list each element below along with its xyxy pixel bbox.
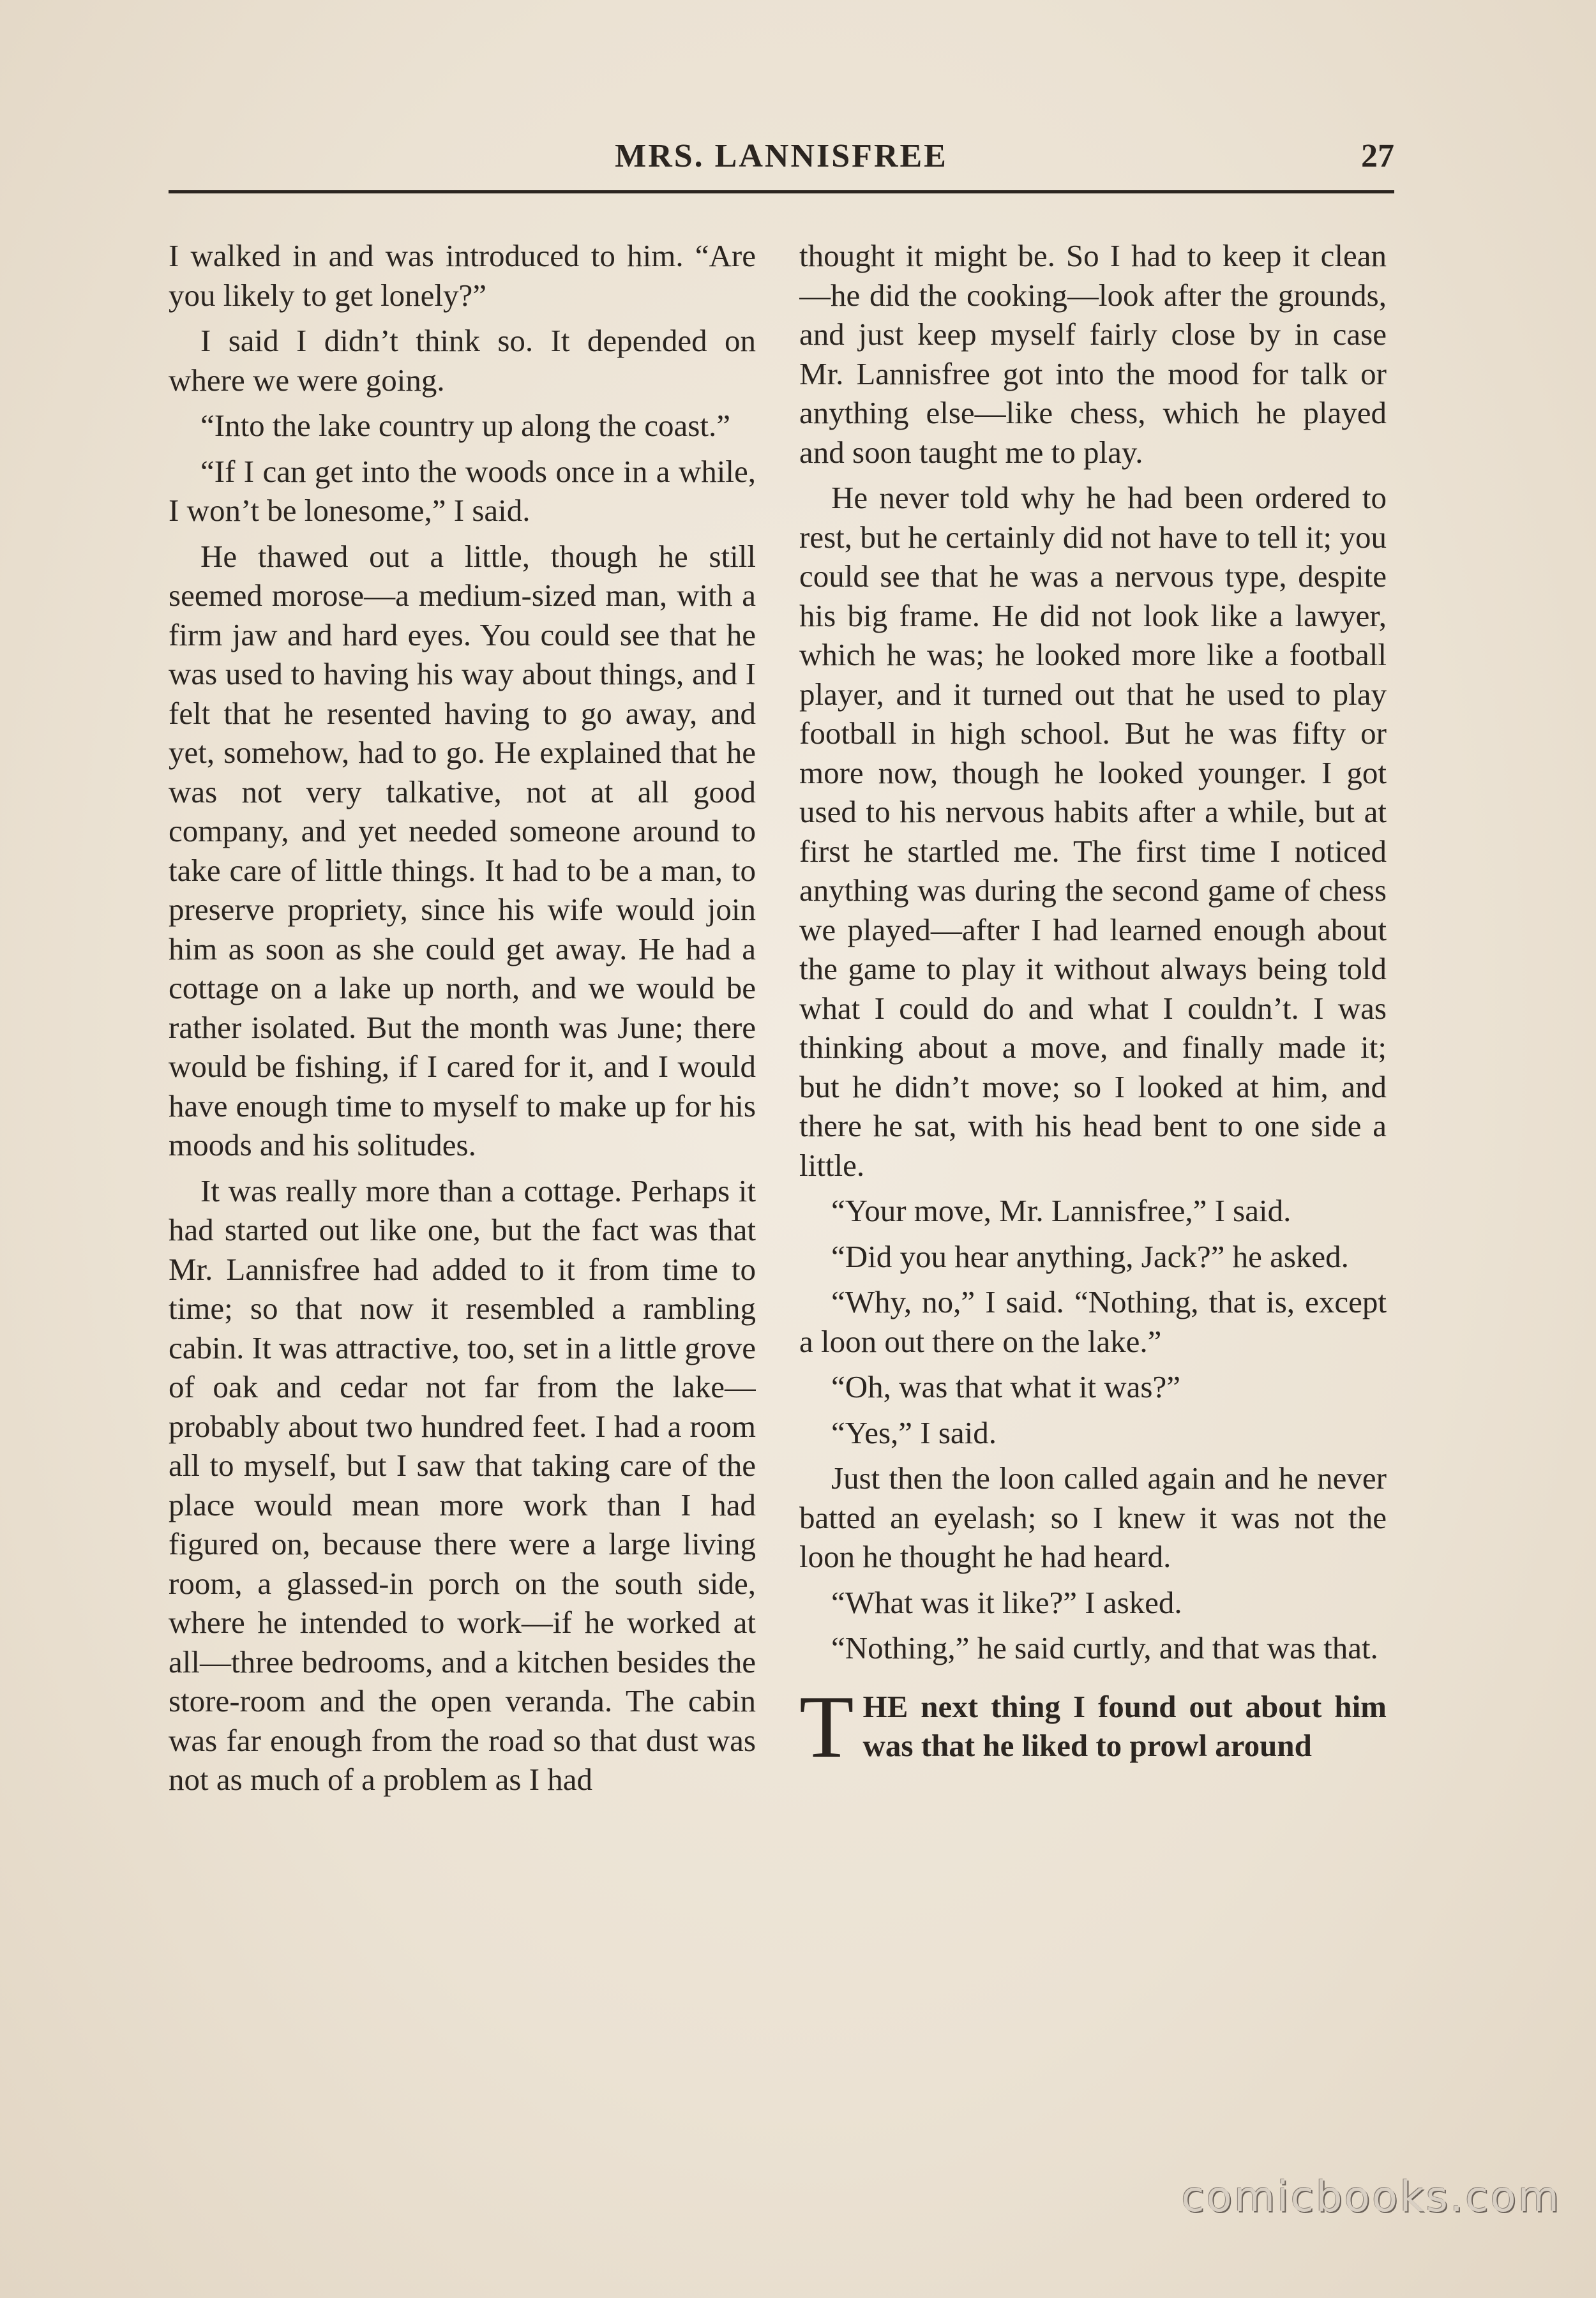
paragraph: “Why, no,” I said. “Nothing, that is, except a loon out there on the lake.”	[799, 1284, 1387, 1359]
running-title: MRS. LANNISFREE	[615, 138, 948, 174]
header-rule	[169, 190, 1394, 193]
page-number: 27	[1361, 138, 1394, 174]
paragraph: “If I can get into the woods once in a while, I won’t be lonesome,” I said.	[169, 453, 756, 528]
paragraph: “Into the lake country up along the coast.”	[200, 408, 730, 443]
site-watermark: comicbooks.com	[1181, 2172, 1561, 2221]
paragraph: “Oh, was that what it was?”	[831, 1369, 1180, 1404]
paragraph: I said I didn’t think so. It depended on where we were going.	[169, 323, 756, 398]
running-head	[169, 131, 1394, 188]
paragraph-text: HE next thing I found out about him was that he liked to prowl around	[862, 1688, 1387, 1763]
paragraph: “Nothing,” he said curtly, and that was that.	[831, 1630, 1378, 1665]
left-text-column	[169, 236, 756, 1998]
paragraph: Just then the loon called again and he never batted an eyelash; so I knew it was not the loon he thought he had heard.	[799, 1461, 1387, 1574]
drop-cap: T	[799, 1677, 854, 1776]
paragraph: He never told why he had been ordered to rest, but he certainly did not have to tell it; you could see that he was a nervous type, despite his big frame. He did not look like a lawyer, which he was; he looked more like a football player, and it turned out that he used to play football in high school. But he was fifty or more now, though he looked younger. I got used to his nervous habits after a while, but at first he startled me. The first time I noticed anything was during the second game of chess we played—after I had learned enough about the game to play it without always being told what I could do and what I couldn’t. I was thinking about a move, and finally made it; but he didn’t move; so I looked at him, and there he sat, with his head bent to one side a little.	[799, 480, 1387, 1183]
paragraph: “Your move, Mr. Lannisfree,” I said.	[831, 1193, 1291, 1228]
paragraph: He thawed out a little, though he still seemed morose—a medium-sized man, with a firm jaw and hard eyes. You could see that he was used to having his way about things, and I felt that he resented having to go away, and yet, somehow, had to go. He explained that he was not very talkative, not at all good company, and yet needed someone around to take care of little things. It had to be a man, to preserve propriety, since his wife would join him as soon as she could get away. He had a cottage on a lake up north, and we would be rather isolated. But the month was June; there would be fishing, if I cared for it, and I would have enough time to myself to make up for his moods and his solitudes.	[169, 538, 756, 1162]
paragraph: It was really more than a cottage. Perhaps it had started out like one, but the fact was that Mr. Lannisfree had added to it from time to time; so that now it resembled a rambling cabin. It was attractive, too, set in a little grove of oak and cedar not far from the lake—probably about two hundred feet. I had a room all to myself, but I saw that taking care of the place would mean more work than I had figured on, because there were a large living room, a glassed-in porch on the south side, where he intended to work—if he worked at all—three bedrooms, and a kitchen besides the store-room and the open veranda. The cabin was far enough from the road so that dust was not as much of a problem as I had	[169, 1173, 756, 1797]
right-text-column	[799, 236, 1387, 1998]
section-start-paragraph	[799, 1677, 1387, 1776]
paragraph: “Yes,” I said.	[831, 1415, 997, 1450]
paragraph: I walked in and was introduced to him. “Are you likely to get lonely?”	[169, 238, 756, 313]
paragraph: “Did you hear anything, Jack?” he asked.	[831, 1238, 1349, 1274]
paragraph: “What was it like?” I asked.	[831, 1584, 1182, 1620]
paragraph: thought it might be. So I had to keep it clean—he did the cooking—look after the grounds, and just keep myself fairly close by in case Mr. Lannisfree got into the mood for talk or anything else—like chess, which he played and soon taught me to play.	[799, 238, 1387, 470]
